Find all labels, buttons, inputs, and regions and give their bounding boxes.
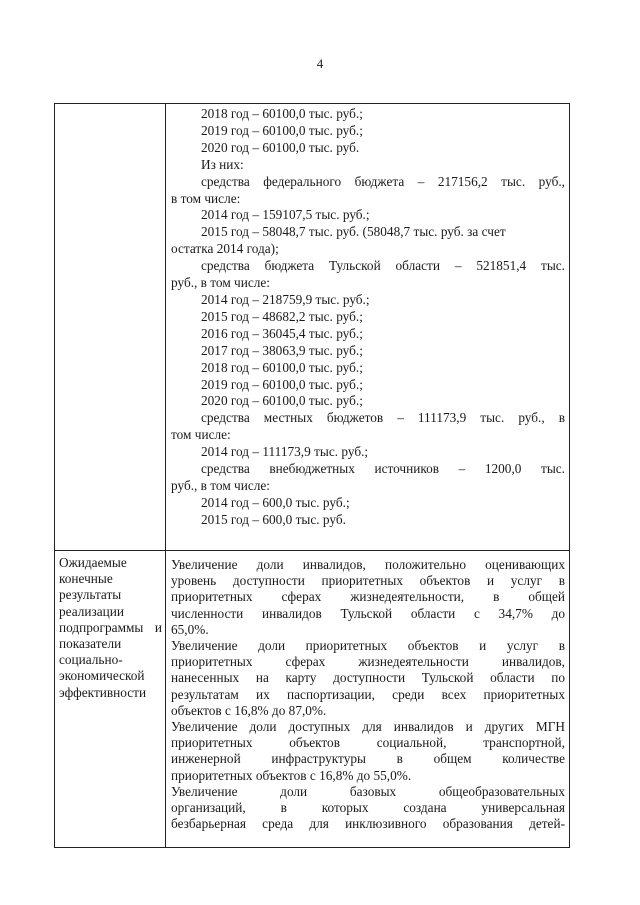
financing-line: Из них: [201, 156, 244, 172]
results-label-line: результаты [59, 587, 122, 603]
financing-line: 2019 год – 60100,0 тыс. руб.; [201, 122, 363, 138]
results-label-line: подпрограммы и [59, 619, 162, 635]
regional-year-line: 2018 год – 60100,0 тыс. руб.; [201, 359, 363, 375]
result-paragraph [171, 784, 565, 833]
local-year-line: 2014 год – 111173,9 тыс. руб.; [201, 444, 369, 460]
financing-cell [166, 104, 570, 551]
result-line: приоритетных объектов с 16,8% до 55,0%. [171, 767, 412, 783]
regional-year-line: 2015 год – 48682,2 тыс. руб.; [201, 308, 363, 324]
result-line: Увеличение доли доступных для инвалидов и других МГН [171, 719, 565, 735]
federal-budget-line: в том числе: [171, 190, 241, 206]
result-line: Увеличение доли базовых общеобразовательных [171, 783, 565, 799]
result-line: объектов с 16,8% до 87,0%. [171, 702, 327, 718]
regional-year-line: 2020 год – 60100,0 тыс. руб.; [201, 393, 363, 409]
federal-year-line: 2014 год – 159107,5 тыс. руб.; [201, 207, 370, 223]
regional-budget-line: средства бюджета Тульской области – 521851,4 тыс. [201, 258, 565, 274]
result-line: инженерной инфраструктуры в общем количестве [171, 751, 565, 767]
federal-budget-line: средства федерального бюджета – 217156,2 тыс. руб., [201, 173, 565, 189]
financing-line: 2018 год – 60100,0 тыс. руб.; [201, 106, 363, 121]
result-line: численности инвалидов Тульской области с 34,7% до [171, 605, 565, 621]
results-label-line: эффективности [59, 684, 147, 700]
extrabudget-year-line: 2015 год – 600,0 тыс. руб. [201, 511, 346, 527]
result-line: 65,0%. [171, 621, 209, 637]
regional-year-line: 2017 год – 38063,9 тыс. руб.; [201, 342, 363, 358]
federal-budget-line: остатка 2014 года); [171, 241, 279, 257]
result-line: организаций, в которых создана универсальная [171, 800, 565, 816]
results-label-line: реализации [59, 603, 124, 619]
results-label-line: показатели [59, 636, 122, 652]
result-line: приоритетных сферах жизнедеятельности, в общей [171, 589, 565, 605]
results-label-line: Ожидаемые [59, 555, 127, 570]
result-line: уровень доступности приоритетных объектов и услуг в [171, 573, 565, 589]
regional-budget-line: руб., в том числе: [171, 275, 270, 291]
regional-year-line: 2016 год – 36045,4 тыс. руб.; [201, 325, 363, 341]
results-label-line: социально- [59, 652, 123, 668]
result-paragraph [171, 638, 565, 719]
results-label-line: экономической [59, 668, 145, 684]
extrabudget-line: средства внебюджетных источников – 1200,0 тыс. [201, 461, 565, 477]
result-line: результатам их паспортизации, среди всех приоритетных [171, 686, 565, 702]
results-label-line: конечные [59, 571, 113, 587]
local-budget-line: том числе: [171, 427, 231, 443]
regional-year-line: 2014 год – 218759,9 тыс. руб.; [201, 291, 370, 307]
extrabudget-year-line: 2014 год – 600,0 тыс. руб.; [201, 494, 350, 510]
federal-year-line: 2015 год – 58048,7 тыс. руб. (58048,7 тыс. руб. за счет [201, 224, 506, 240]
page-number: 4 [316, 56, 324, 71]
local-budget-line: средства местных бюджетов – 111173,9 тыс. руб., в [201, 410, 565, 426]
results-cell [166, 551, 570, 848]
financing-line: 2020 год – 60100,0 тыс. руб. [201, 139, 360, 155]
result-paragraph [171, 557, 565, 638]
regional-year-line: 2019 год – 60100,0 тыс. руб.; [201, 376, 363, 392]
result-line: приоритетных объектов социальной, транспортной, [171, 735, 565, 751]
program-table [54, 103, 570, 848]
result-line: Увеличение доли инвалидов, положительно оценивающих [171, 557, 565, 572]
results-label-cell [55, 551, 166, 848]
result-line: нанесенных на карту доступности Тульской области по [171, 670, 565, 686]
result-line: приоритетных сферах жизнедеятельности инвалидов, [171, 654, 565, 670]
result-line: Увеличение доли приоритетных объектов и услуг в [171, 638, 565, 654]
extrabudget-line: руб., в том числе: [171, 477, 270, 493]
results-row [55, 551, 570, 848]
financing-row [55, 104, 570, 551]
result-line: безбарьерная среда для инклюзивного образования детей- [171, 816, 565, 832]
result-paragraph [171, 719, 565, 784]
financing-label-cell [55, 104, 166, 551]
